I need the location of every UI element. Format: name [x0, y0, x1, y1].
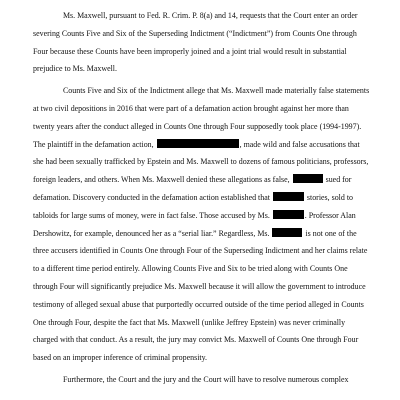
redaction-bar	[272, 228, 302, 237]
paragraph-text-segment: stories, sold to tabloids for large sums of money, were in fact false. Those accused by Ms.	[33, 192, 354, 220]
redaction-bar	[293, 174, 323, 183]
redaction-bar	[273, 192, 304, 201]
paragraph-text: Furthermore, the Court and the jury and the Court will have to resolve numerous complex	[63, 374, 349, 384]
paragraph-severance-request	[33, 7, 372, 78]
paragraph-text-segment: sued for defamation. Discovery conducted in the defamation action established that	[33, 175, 352, 202]
redaction-bar	[157, 139, 239, 148]
paragraph-text: Ms. Maxwell, pursuant to Fed. R. Crim. P. 8(a) and 14, requests that the Court enter an order severing Counts Five and Six of the Superseding Indictment (“Indictment”) from Counts One through Four because these Counts have been improperly joined and a joint trial would result in substantial prejudice to Ms. Maxwell.	[33, 11, 358, 74]
redaction-bar	[273, 210, 304, 219]
paragraph-text-segment: is not one of the three accusers identified in Counts One through Four of the Superseding Indictment and her claims relate to a different time period entirely. Allowing Counts Five and Six to be tried along with Counts One through Four will significantly prejudice Ms. Maxwell because it will allow the government to introduce testimony of alleged sexual abuse that purportedly occurred outside of the time period alleged in Counts One through Four, despite the fact that Ms. Maxwell (unlike Jeffrey Epstein) was never criminally charged with that conduct. As a result, the jury may convict Ms. Maxwell of Counts One through Four based on an improper inference of criminal propensity.	[33, 228, 368, 363]
paragraph-text-segment: . Professor Alan Dershowitz, for example, denounced her as a “serial liar.” Regardless, Ms.	[33, 210, 356, 238]
paragraph-counts-five-six	[33, 82, 372, 367]
paragraph-text-segment: , made wild and false accusations that she had been sexually trafficked by Epstein and Ms. Maxwell to dozens of famous politicians, professors, foreign leaders, and others. When Ms. Maxwell denied these allegations as false,	[33, 139, 369, 185]
paragraph-text-segment: Counts Five and Six of the Indictment allege that Ms. Maxwell made materially false statements at two civil depositions in 2016 that were part of a defamation action brought against her more than twenty years after the conduct alleged in Counts One through Four supposedly took place (1994-1997). The plaintiff in the defamation action,	[33, 86, 370, 149]
paragraph-complex-issues	[33, 371, 372, 389]
